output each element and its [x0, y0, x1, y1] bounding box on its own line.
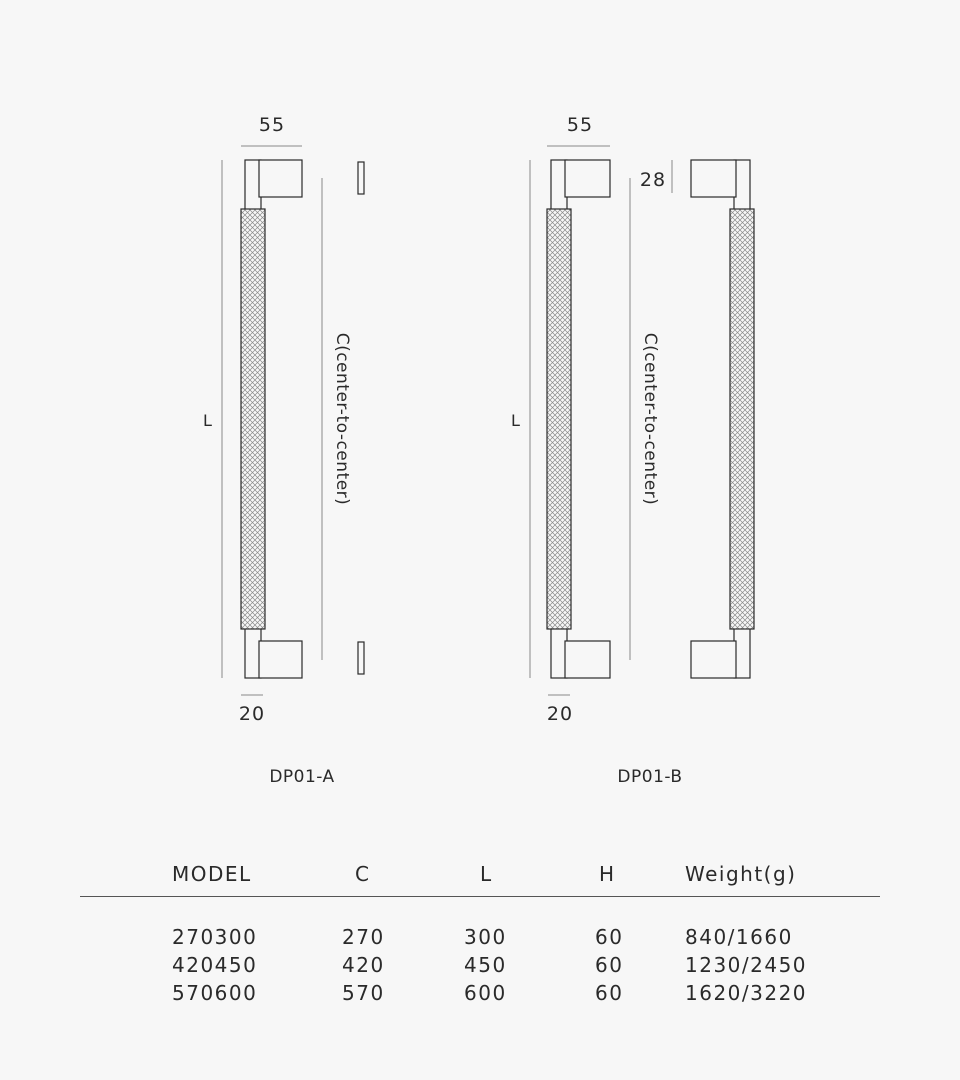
top-standoff	[691, 160, 736, 197]
table-header	[80, 858, 880, 897]
cell-weight: 1620/3220	[685, 981, 808, 1005]
table-row	[80, 921, 880, 949]
width-label: 55	[258, 114, 286, 136]
diameter-label: 20	[546, 703, 574, 725]
center-label: C(center-to-center)	[640, 332, 660, 506]
side-screw-bottom	[358, 642, 364, 674]
table-row	[80, 949, 880, 977]
cell-l: 450	[464, 953, 507, 977]
cell-c: 420	[342, 953, 385, 977]
spec-table	[80, 858, 880, 1005]
header-l: L	[480, 862, 493, 886]
length-label: L	[511, 411, 521, 430]
top-standoff	[565, 160, 610, 197]
header-h: H	[599, 862, 616, 886]
cell-weight: 840/1660	[685, 925, 793, 949]
length-label: L	[203, 411, 213, 430]
width-label: 55	[566, 114, 594, 136]
knurled-grip	[547, 209, 571, 629]
cell-c: 570	[342, 981, 385, 1005]
center-label: C(center-to-center)	[332, 332, 352, 506]
cell-model: 270300	[172, 925, 258, 949]
table-body	[80, 897, 880, 1005]
height-label: 28	[639, 169, 667, 191]
cell-h: 60	[595, 925, 624, 949]
cell-c: 270	[342, 925, 385, 949]
cell-model: 570600	[172, 981, 258, 1005]
cell-model: 420450	[172, 953, 258, 977]
bottom-standoff	[691, 641, 736, 678]
cell-weight: 1230/2450	[685, 953, 808, 977]
header-model: MODEL	[172, 862, 252, 886]
model-label: DP01-A	[269, 767, 335, 787]
model-label: DP01-B	[617, 767, 683, 787]
bottom-standoff	[565, 641, 610, 678]
handle-dp01-b-mirror	[691, 160, 754, 678]
handle-dp01-a	[241, 160, 302, 678]
handle-dp01-b	[547, 160, 610, 678]
header-c: C	[355, 862, 371, 886]
cell-h: 60	[595, 953, 624, 977]
header-weight: Weight(g)	[685, 862, 797, 886]
cell-h: 60	[595, 981, 624, 1005]
top-standoff	[259, 160, 302, 197]
side-screw-top	[358, 162, 364, 194]
table-row	[80, 977, 880, 1005]
knurled-grip	[730, 209, 754, 629]
knurled-grip	[241, 209, 265, 629]
diameter-label: 20	[238, 703, 266, 725]
cell-l: 600	[464, 981, 507, 1005]
cell-l: 300	[464, 925, 507, 949]
bottom-standoff	[259, 641, 302, 678]
